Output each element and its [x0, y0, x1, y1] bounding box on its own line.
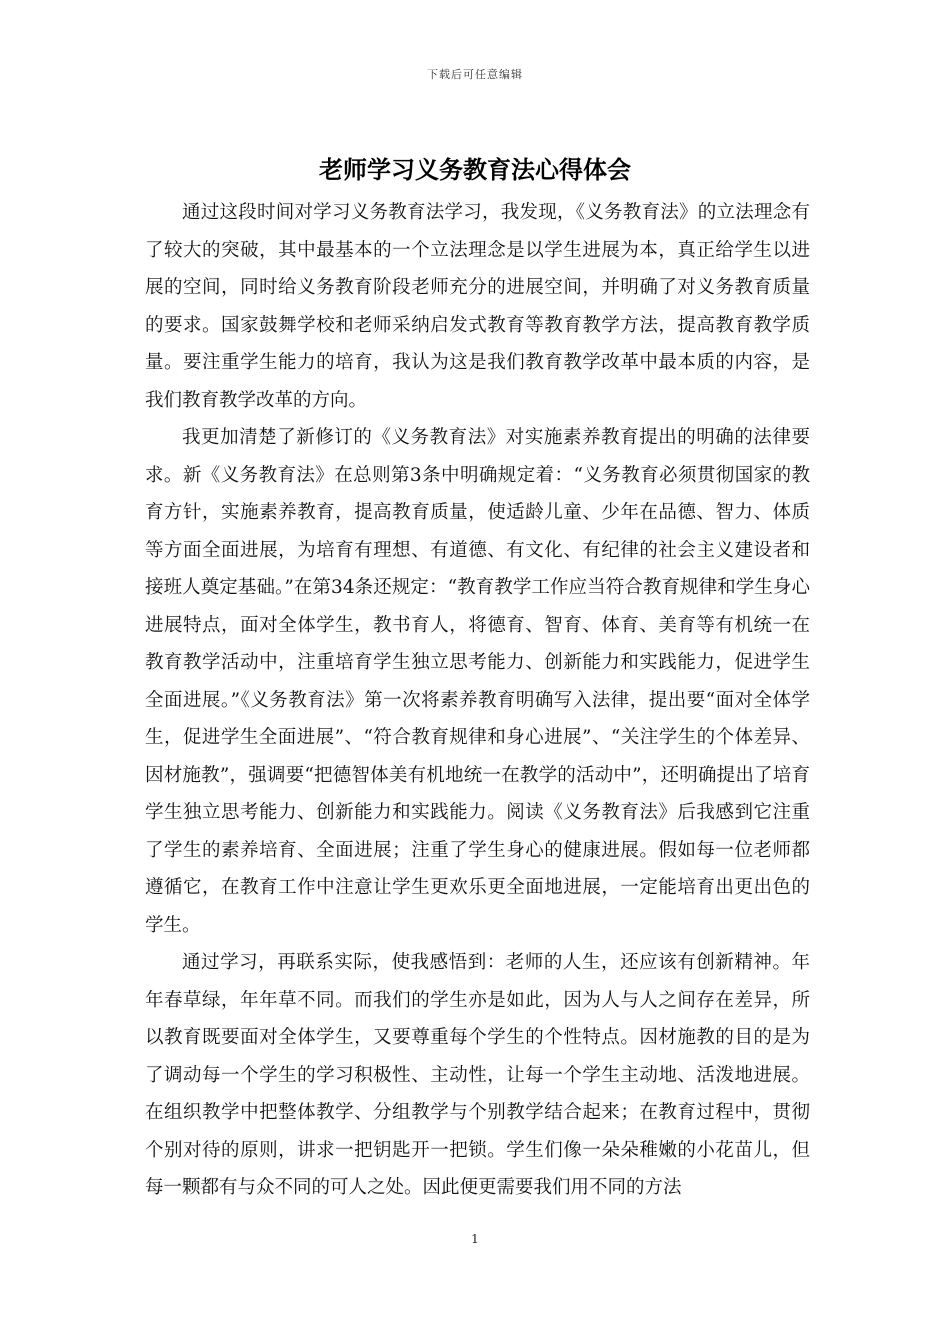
paragraph-1: 通过这段时间对学习义务教育法学习，我发现，《义务教育法》的立法理念有了较大的突破，其中最基本的一个立法理念是以学生进展为本，真正给学生以进展的空间，同时给义务教育阶段老师充分的进展空间，并明确了对义务教育质量的要求。国家鼓舞学校和老师采纳启发式教育等教育教学方法，提高教育教学质量。要注重学生能力的培育，我认为这是我们教育教学改革中最本质的内容，是我们教育教学改革的方向。 [145, 202, 810, 411]
paragraph-2: 我更加清楚了新修订的《义务教育法》对实施素养教育提出的明确的法律要求。新《义务教育法》在总则第3条中明确规定着：“义务教育必须贯彻国家的教育方针，实施素养教育，提高教育质量，使适龄儿童、少年在品德、智力、体质等方面全面进展，为培育有理想、有道德、有文化、有纪律的社会主义建设者和接班人奠定基础。”在第34条还规定：“教育教学工作应当符合教育规律和学生身心进展特点，面对全体学生，教书育人，将德育、智育、体育、美育等有机统一在教育教学活动中，注重培育学生独立思考能力、创新能力和实践能力，促进学生全面进展。”《义务教育法》第一次将素养教育明确写入法律，提出要“面对全体学生，促进学生全面进展”、“符合教育规律和身心进展”、“关注学生的个体差异、因材施教”，强调要“把德智体美有机地统一在教学的活动中”，还明确提出了培育学生独立思考能力、创新能力和实践能力。阅读《义务教育法》后我感到它注重了学生的素养培育、全面进展；注重了学生身心的健康进展。假如每一位老师都遵循它，在教育工作中注意让学生更欢乐更全面地进展，一定能培育出更出色的学生。 [145, 427, 810, 936]
document-title: 老师学习义务教育法心得体会 [319, 155, 631, 184]
document-body [145, 194, 810, 1207]
paragraph-3: 通过学习，再联系实际，使我感悟到：老师的人生，还应该有创新精神。年年春草绿，年年草不同。而我们的学生亦是如此，因为人与人之间存在差异，所以教育既要面对全体学生，又要尊重每个学生的个性特点。因材施教的目的是为了调动每一个学生的学习积极性、主动性，让每一个学生主动地、活泼地进展。在组织教学中把整体教学、分组教学与个别教学结合起来；在教育过程中，贯彻个别对待的原则，讲求一把钥匙开一把锁。学生们像一朵朵稚嫩的小花苗儿，但每一颗都有与众不同的可人之处。因此便更需要我们用不同的方法 [145, 952, 810, 1198]
page-number: 1 [471, 1232, 479, 1246]
page-header-note: 下载后可任意编辑 [427, 68, 523, 81]
